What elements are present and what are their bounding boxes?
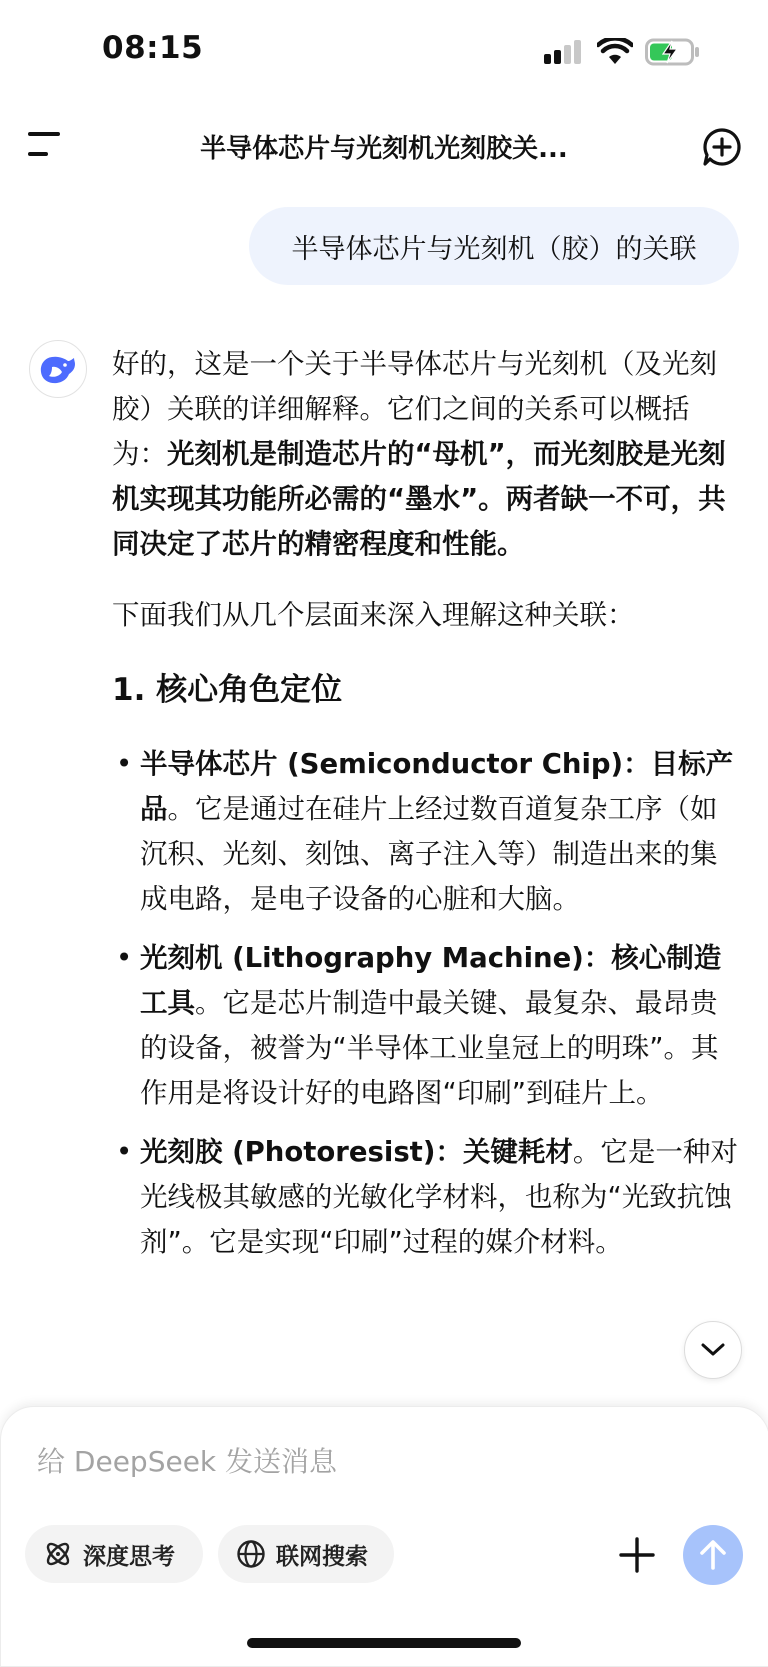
list-item: • 光刻胶 (Photoresist)：关键耗材。它是一种对光线极其敏感的光敏化学材料，也称为“光致抗蚀剂”。它是实现“印刷”过程的媒介材料。 [112,1130,742,1265]
menu-button[interactable] [28,130,64,160]
chat-title: 半导体芯片与光刻机光刻胶关... [200,134,568,164]
send-button[interactable] [683,1525,743,1585]
role-list [112,742,742,1265]
globe-icon [236,1539,266,1569]
web-search-button[interactable] [218,1525,394,1583]
menu-icon [28,132,60,136]
status-time: 08:15 [102,30,204,66]
cellular-signal-icon [544,40,582,66]
deepseek-whale-icon [38,352,78,386]
plus-icon[interactable] [618,1536,656,1574]
deep-think-button[interactable] [25,1525,203,1583]
user-message-bubble [249,207,739,285]
user-message-text: 半导体芯片与光刻机（胶）的关联 [291,233,697,265]
list-item: • 半导体芯片 (Semiconductor Chip)：目标产品。它是通过在硅片上经过数百道复杂工序（如沉积、光刻、刻蚀、离子注入等）制造出来的集成电路，是电子设备的心脏和大脑。 [112,742,742,922]
chevron-down-icon [700,1342,726,1358]
lead-paragraph: 下面我们从几个层面来深入理解这种关联： [112,599,635,631]
new-chat-icon[interactable] [702,127,742,167]
deep-think-label: 深度思考 [83,1543,175,1570]
atom-icon [43,1539,73,1569]
message-input[interactable]: 给 DeepSeek 发送消息 [37,1445,338,1478]
home-indicator [247,1638,521,1648]
section-heading: 1. 核心角色定位 [112,672,343,708]
wifi-icon [597,38,633,66]
assistant-message [112,342,742,1279]
assistant-avatar [29,340,87,398]
battery-charging-icon [645,38,701,66]
web-search-label: 联网搜索 [276,1543,368,1570]
intro-paragraph: 好的，这是一个关于半导体芯片与光刻机（及光刻胶）关联的详细解释。它们之间的关系可以概括为：光刻机是制造芯片的“母机”，而光刻胶是光刻机实现其功能所必需的“墨水”。两者缺一不可，共同决定了芯片的精密程度和性能。 [112,348,726,560]
arrow-up-icon [698,1539,728,1571]
list-item: • 光刻机 (Lithography Machine)：核心制造工具。它是芯片制造中最关键、最复杂、最昂贵的设备，被誉为“半导体工业皇冠上的明珠”。其作用是将设计好的电路图“印刷”到硅片上。 [112,936,742,1116]
scroll-to-bottom-button[interactable] [684,1321,742,1379]
